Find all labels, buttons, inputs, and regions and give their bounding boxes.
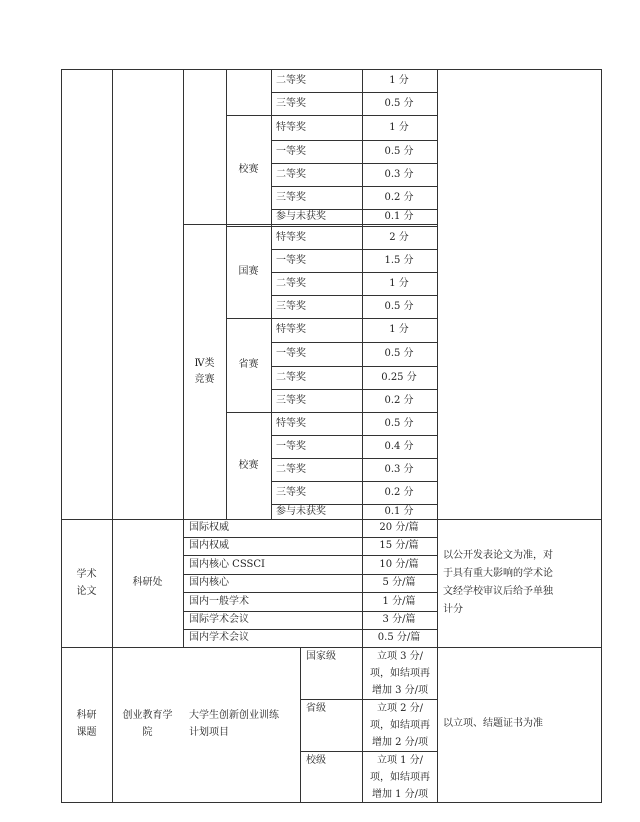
provincial-award-row-score: 0.5 分 <box>384 348 414 359</box>
table-rule <box>183 224 438 225</box>
table-rule <box>183 592 438 593</box>
research-project-name: 计划项目 <box>189 727 229 738</box>
table-rule <box>61 69 602 70</box>
papers-department: 科研处 <box>132 577 163 588</box>
papers-note: 计分 <box>443 604 463 615</box>
award-row-score: 1 分 <box>389 74 409 86</box>
school2-award-row-level: 参与未获奖 <box>276 505 326 517</box>
provincial-award-row-level: 三等奖 <box>276 394 306 406</box>
table-rule <box>271 389 438 390</box>
table-rule <box>61 69 62 803</box>
table-rule <box>300 751 438 752</box>
research-project-name: 大学生创新创业训练 <box>189 710 279 721</box>
project-score: 项，如结项再 <box>370 720 430 731</box>
project-score: 立项 2 分/ <box>376 703 424 714</box>
table-rule <box>183 629 438 630</box>
national-award-row-level: 三等奖 <box>276 300 306 312</box>
table-rule <box>61 647 602 648</box>
table-rule <box>226 412 438 413</box>
table-rule <box>226 226 438 227</box>
table-rule <box>300 699 438 700</box>
table-rule <box>300 647 301 803</box>
project-score: 项，如结项再 <box>370 772 430 783</box>
table-rule <box>271 342 438 343</box>
table-rule <box>226 115 438 116</box>
paper-score: 3 分/篇 <box>382 614 416 625</box>
project-level: 国家级 <box>306 651 336 662</box>
papers-category: 学术 <box>76 569 97 580</box>
table-rule <box>183 537 438 538</box>
award-row-level: 二等奖 <box>276 74 306 86</box>
paper-type: 国际学术会议 <box>189 614 249 625</box>
school-award-row-level: 特等奖 <box>276 121 306 133</box>
project-score: 增加 2 分/项 <box>371 737 429 748</box>
project-score: 增加 1 分/项 <box>371 789 429 800</box>
table-rule <box>61 519 602 520</box>
school2-award-row-level: 特等奖 <box>276 417 306 429</box>
project-score: 增加 3 分/项 <box>371 685 429 696</box>
school2-award-row-score: 0.1 分 <box>384 505 414 517</box>
table-rule <box>271 458 438 459</box>
category-iv-label: 竞赛 <box>194 374 215 385</box>
national-award-row-level: 特等奖 <box>276 231 306 243</box>
national-award-row-score: 0.5 分 <box>384 300 414 312</box>
provincial-award-row-score: 1 分 <box>389 324 409 335</box>
school-award-row-level: 三等奖 <box>276 191 306 203</box>
national-award-row-score: 1.5 分 <box>384 254 414 266</box>
table-rule <box>362 647 363 803</box>
project-score: 项，如结项再 <box>370 668 430 679</box>
project-level: 校级 <box>306 755 326 766</box>
table-rule <box>183 574 438 575</box>
national-award-row-level: 二等奖 <box>276 277 306 289</box>
table-rule <box>271 295 438 296</box>
paper-score: 1 分/篇 <box>382 595 416 607</box>
paper-type: 国内权威 <box>189 540 229 551</box>
school-award-row-score: 1 分 <box>389 121 409 133</box>
school2-award-row-level: 二等奖 <box>276 463 306 475</box>
school-award-row-score: 0.2 分 <box>384 191 414 203</box>
research-department: 院 <box>142 727 153 738</box>
paper-score: 5 分/篇 <box>382 577 416 588</box>
research-category: 科研 <box>76 710 97 721</box>
school-award-row-score: 0.5 分 <box>384 145 414 157</box>
table-rule <box>437 69 438 803</box>
national-award-row-score: 2 分 <box>389 231 409 243</box>
paper-score: 20 分/篇 <box>379 522 419 533</box>
paper-score: 15 分/篇 <box>379 540 419 551</box>
table-rule <box>183 69 184 648</box>
table-rule <box>362 69 363 648</box>
papers-note: 以公开发表论文为准，对 <box>443 550 553 561</box>
table-rule <box>271 163 438 164</box>
school-award-row-level: 参与未获奖 <box>276 210 326 222</box>
research-note: 以立项、结题证书为准 <box>443 718 543 729</box>
provincial-award-row-score: 0.2 分 <box>384 394 414 406</box>
paper-score: 0.5 分/篇 <box>377 632 421 643</box>
school-competition-label: 校赛 <box>238 163 259 175</box>
paper-type: 国内核心 <box>189 577 229 588</box>
table-rule <box>271 272 438 273</box>
provincial-award-row-level: 一等奖 <box>276 348 306 359</box>
school2-award-row-level: 一等奖 <box>276 440 306 452</box>
school2-award-row-score: 0.5 分 <box>384 417 414 429</box>
table-rule <box>271 249 438 250</box>
national-competition-label: 国赛 <box>238 266 259 277</box>
provincial-award-row-score: 0.25 分 <box>381 371 417 383</box>
paper-type: 国内核心 CSSCI <box>189 558 265 570</box>
table-rule <box>271 366 438 367</box>
paper-type: 国际权威 <box>189 522 229 533</box>
table-rule <box>112 69 113 803</box>
table-rule <box>601 69 602 803</box>
school2-award-row-score: 0.3 分 <box>384 463 414 475</box>
school-award-row-level: 二等奖 <box>276 168 306 180</box>
table-rule <box>271 92 438 93</box>
paper-type: 国内学术会议 <box>189 632 249 643</box>
provincial-award-row-level: 特等奖 <box>276 324 306 335</box>
papers-category: 论文 <box>76 586 97 597</box>
provincial-competition-label: 省赛 <box>238 359 259 370</box>
paper-type: 国内一般学术 <box>189 595 249 607</box>
project-score: 立项 3 分/ <box>376 651 424 662</box>
school2-competition-label: 校赛 <box>238 459 259 471</box>
papers-note: 文经学校审议后给予单独 <box>443 586 553 597</box>
research-department: 创业教育学 <box>122 710 173 721</box>
table-rule <box>271 481 438 482</box>
provincial-award-row-level: 二等奖 <box>276 371 306 383</box>
award-row-score: 0.5 分 <box>384 97 414 109</box>
table-rule <box>271 186 438 187</box>
papers-note: 于具有重大影响的学术论 <box>443 568 553 579</box>
category-iv-label: Ⅳ类 <box>194 358 215 369</box>
national-award-row-level: 一等奖 <box>276 254 306 266</box>
school2-award-row-score: 0.4 分 <box>384 440 414 452</box>
award-row-level: 三等奖 <box>276 97 306 109</box>
project-level: 省级 <box>306 703 326 714</box>
school2-award-row-score: 0.2 分 <box>384 486 414 498</box>
table-rule <box>226 69 227 520</box>
research-category: 课题 <box>76 727 97 738</box>
national-award-row-score: 1 分 <box>389 277 409 289</box>
project-score: 立项 1 分/ <box>376 755 424 766</box>
paper-score: 10 分/篇 <box>379 558 419 570</box>
table-rule <box>271 140 438 141</box>
table-rule <box>271 435 438 436</box>
school-award-row-score: 0.1 分 <box>384 210 414 222</box>
school2-award-row-level: 三等奖 <box>276 486 306 498</box>
table-rule <box>183 555 438 556</box>
school-award-row-score: 0.3 分 <box>384 168 414 180</box>
school-award-row-level: 一等奖 <box>276 145 306 157</box>
table-rule <box>61 802 602 803</box>
table-rule <box>226 318 438 319</box>
table-rule <box>183 611 438 612</box>
